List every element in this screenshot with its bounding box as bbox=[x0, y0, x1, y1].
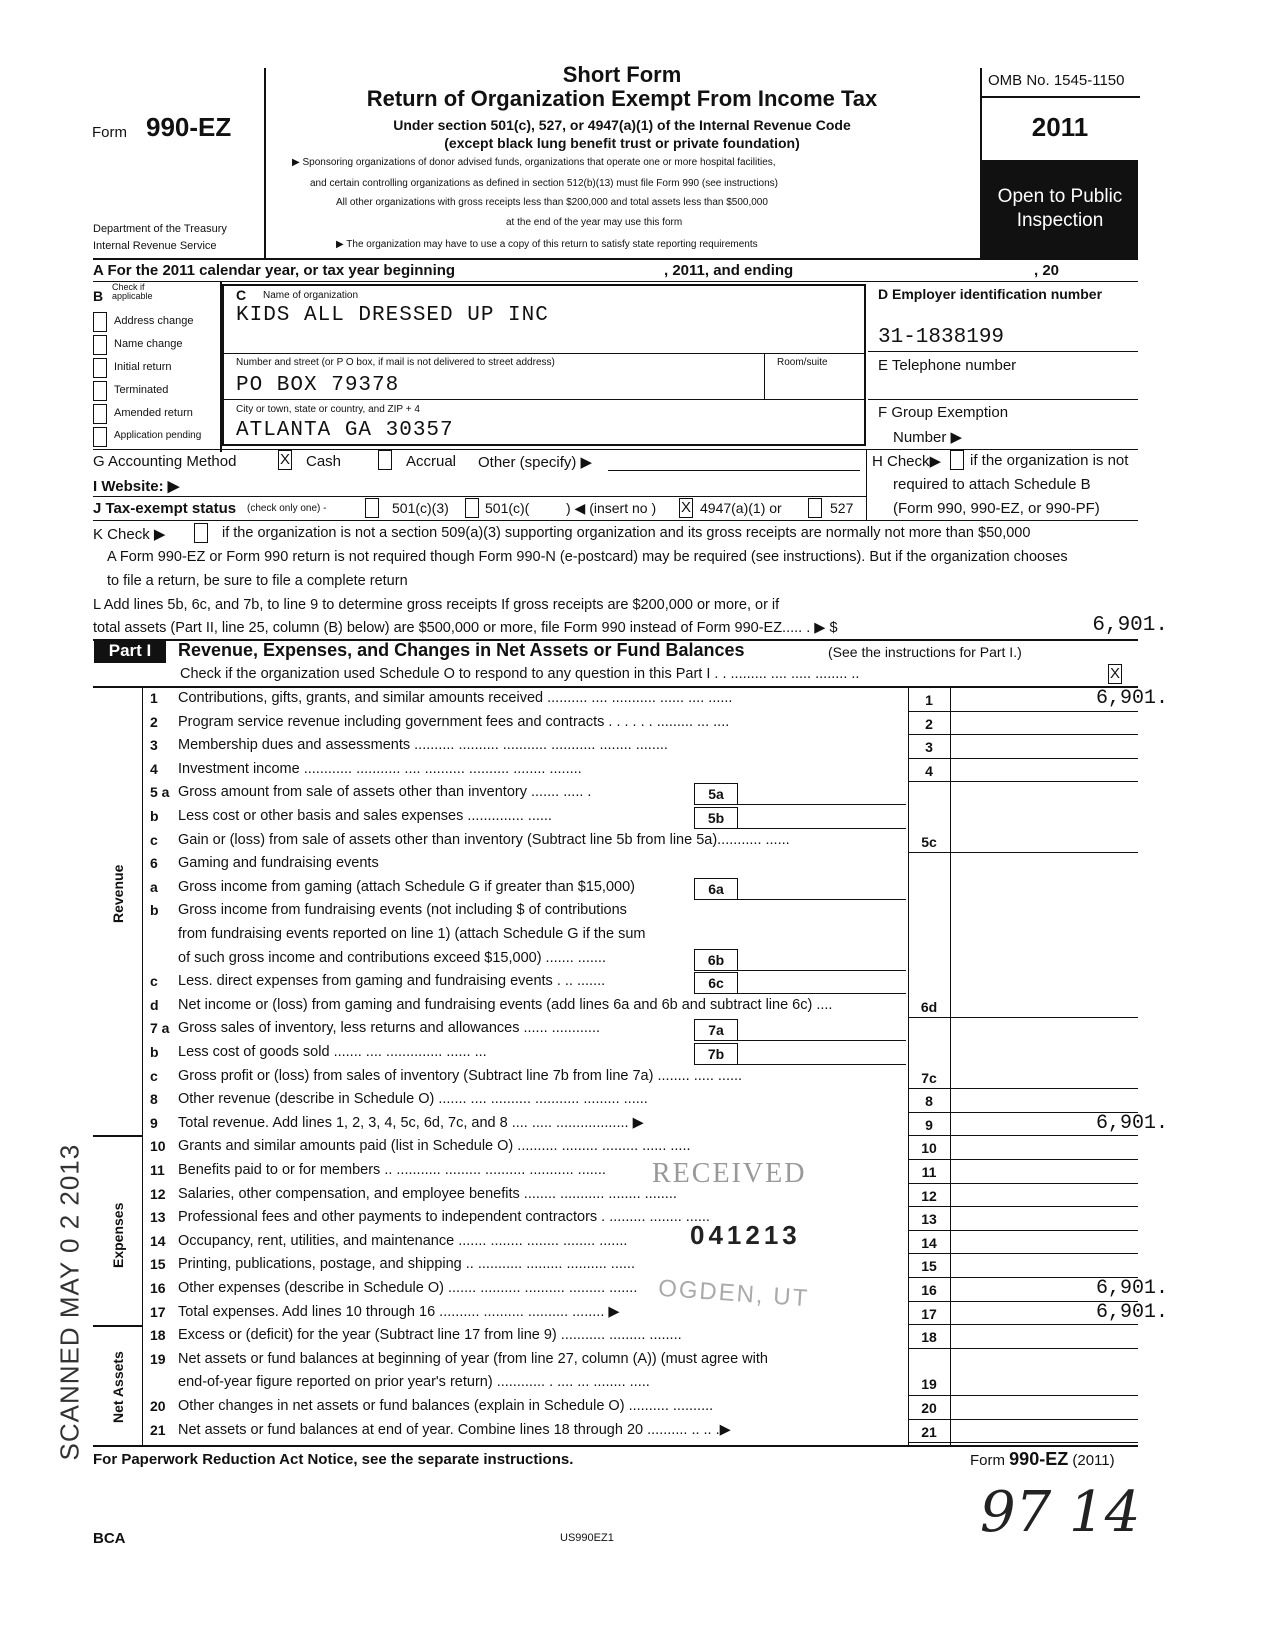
line-k-text1: if the organization is not a section 509(a)(3) supporting organization and its gross receipts are normally not more than $50,000 bbox=[222, 525, 1031, 541]
line-number: c bbox=[150, 831, 158, 848]
line-box-label: 19 bbox=[921, 1376, 937, 1393]
4947-checkbox[interactable]: X bbox=[680, 499, 691, 516]
line-number: 7 a bbox=[150, 1020, 170, 1037]
org-name-label: Name of organization bbox=[263, 290, 359, 301]
open-to-public-line1: Open to Public bbox=[997, 186, 1123, 207]
form-number: 990-EZ bbox=[146, 112, 232, 142]
line-description: Benefits paid to or for members .. ........... ......... .......... ........... ....... bbox=[178, 1162, 606, 1178]
line-k-checkbox[interactable] bbox=[194, 523, 208, 543]
check-b-label: Application pending bbox=[114, 430, 202, 441]
line-h-text3: (Form 990, 990-EZ, or 990-PF) bbox=[893, 500, 1100, 517]
line-description: Total expenses. Add lines 10 through 16 .......... .......... .......... ........ ▶ bbox=[178, 1303, 620, 1320]
line-number: 5 a bbox=[150, 784, 170, 801]
line-box-label: 14 bbox=[921, 1234, 937, 1251]
inline-line-box: 6a bbox=[694, 878, 738, 900]
org-city-label: City or town, state or country, and ZIP + 4 bbox=[236, 404, 420, 415]
line-box-label: 15 bbox=[921, 1258, 937, 1275]
line-description: Other expenses (describe in Schedule O) ....... .......... .......... ......... ....... bbox=[178, 1280, 638, 1296]
line-description: Professional fees and other payments to independent contractors . ......... ........ ...... bbox=[178, 1209, 710, 1226]
line-number: b bbox=[150, 1044, 159, 1060]
line-number: 10 bbox=[150, 1138, 166, 1155]
footer-bca: BCA bbox=[93, 1530, 126, 1547]
line-description: Gross sales of inventory, less returns and allowances ...... ............ bbox=[178, 1020, 601, 1037]
form-title2: Return of Organization Exempt From Income Tax bbox=[366, 86, 878, 111]
inline-line-box: 7a bbox=[694, 1019, 738, 1041]
line-number: 1 bbox=[150, 690, 158, 706]
footer-form-ref bbox=[970, 1449, 1115, 1470]
line-box-label: 6d bbox=[920, 998, 938, 1015]
employer-id-number[interactable]: 31-1838199 bbox=[878, 326, 1005, 349]
line-number: a bbox=[150, 878, 158, 895]
part1-title: Revenue, Expenses, and Changes in Net Assets or Fund Balances bbox=[178, 640, 745, 660]
line-box-label: 1 bbox=[925, 692, 933, 708]
line-box-label: 20 bbox=[921, 1400, 937, 1416]
line-amount[interactable]: 6,901. bbox=[1095, 687, 1168, 710]
line-number: 15 bbox=[150, 1256, 166, 1273]
other-method-label: Other (specify) ▶ bbox=[478, 454, 593, 471]
line-l-text2: total assets (Part II, line 25, column (B) below) are $500,000 or more, file Form 990 instead of Form 990-EZ..... . ▶ $ bbox=[93, 620, 838, 636]
line-box-label: 8 bbox=[925, 1093, 933, 1110]
cash-label: Cash bbox=[306, 453, 342, 470]
check-b-checkbox[interactable] bbox=[93, 427, 107, 447]
inline-line-box: 6b bbox=[694, 949, 738, 971]
line-box-label: 4 bbox=[925, 762, 933, 779]
telephone-label: E Telephone number bbox=[878, 357, 1017, 374]
line-number: 21 bbox=[150, 1421, 166, 1438]
footer-code: US990EZ1 bbox=[560, 1532, 614, 1544]
form-title1: Short Form bbox=[562, 62, 682, 87]
4947-label: 4947(a)(1) or bbox=[700, 500, 782, 516]
501c-label: 501(c)( bbox=[485, 500, 530, 516]
line-box-label: 11 bbox=[921, 1164, 937, 1180]
header-note4: at the end of the year may use this form bbox=[506, 217, 683, 228]
line-number: 11 bbox=[150, 1162, 165, 1178]
inline-line-box: 7b bbox=[694, 1043, 738, 1065]
line-number: 12 bbox=[150, 1185, 166, 1202]
line-box-label: 13 bbox=[921, 1211, 937, 1228]
line-box-label: 3 bbox=[925, 739, 933, 756]
org-street[interactable]: PO BOX 79378 bbox=[236, 374, 400, 397]
line-amount[interactable]: 6,901. bbox=[1095, 1277, 1168, 1300]
cash-checkbox[interactable]: X bbox=[279, 451, 290, 468]
501c-insert: ) ◀ (insert no ) bbox=[566, 500, 657, 516]
501c3-checkbox[interactable] bbox=[365, 498, 379, 518]
footer-form-word: Form bbox=[970, 1452, 1005, 1469]
line-description: Printing, publications, postage, and shipping .. ........... ......... .......... ...... bbox=[178, 1256, 635, 1273]
accounting-method-label: G Accounting Method bbox=[93, 453, 237, 470]
line-a-text: A For the 2011 calendar year, or tax year beginning bbox=[93, 262, 456, 279]
line-h-checkbox[interactable] bbox=[950, 450, 964, 470]
check-b-label: Address change bbox=[114, 315, 194, 327]
line-description: Program service revenue including government fees and contracts . . . . . . ......... ... .... bbox=[178, 713, 730, 730]
schedule-o-check-text: Check if the organization used Schedule O to respond to any question in this Part I . . ......... .... ..... ........ .. bbox=[180, 666, 860, 682]
line-number: 16 bbox=[150, 1280, 166, 1296]
line-number: c bbox=[150, 973, 158, 990]
line-description: Gross profit or (loss) from sales of inventory (Subtract line 7b from line 7a) ........ ..... ...... bbox=[178, 1067, 743, 1084]
line-box-label: 17 bbox=[921, 1305, 937, 1322]
line-description: Contributions, gifts, grants, and similar amounts received .......... .... ........... ...... .... ...... bbox=[178, 690, 733, 706]
inline-line-box: 5b bbox=[694, 807, 738, 829]
check-b-label: Name change bbox=[114, 338, 183, 350]
line-description: Gross income from fundraising events (not including $ of contributions bbox=[178, 902, 627, 919]
line-description: of such gross income and contributions exceed $15,000) ....... ....... bbox=[178, 949, 606, 966]
line-description: Gaming and fundraising events bbox=[178, 855, 379, 872]
line-amount[interactable]: 6,901. bbox=[1095, 1300, 1168, 1324]
line-number: 19 bbox=[150, 1350, 166, 1367]
received-stamp: RECEIVED bbox=[652, 1158, 807, 1189]
line-number: 2 bbox=[150, 713, 158, 730]
line-description: Less. direct expenses from gaming and fundraising events . .. ....... bbox=[178, 973, 606, 990]
line-box-label: 5c bbox=[921, 833, 937, 850]
employer-id-label: D Employer identification number bbox=[878, 286, 1103, 302]
line-description: Gain or (loss) from sale of assets other than inventory (Subtract line 5b from line 5a)........... ...... bbox=[178, 831, 790, 848]
accrual-checkbox[interactable] bbox=[378, 450, 392, 470]
line-h-text2: required to attach Schedule B bbox=[893, 476, 1091, 493]
line-description: Net income or (loss) from gaming and fundraising events (add lines 6a and 6b and subtract line 6c) .... bbox=[178, 996, 833, 1013]
form-subtitle2: (except black lung benefit trust or private foundation) bbox=[444, 135, 800, 151]
org-city[interactable]: ATLANTA GA 30357 bbox=[236, 419, 454, 442]
line-k-text3: to file a return, be sure to file a complete return bbox=[107, 573, 408, 589]
check-b-label: Initial return bbox=[114, 361, 172, 373]
check-b-checkbox[interactable] bbox=[93, 404, 107, 424]
line-description: end-of-year figure reported on prior year's return) ............ . .... ... ........ ..... bbox=[178, 1374, 650, 1391]
footer-form-year: (2011) bbox=[1072, 1452, 1115, 1469]
form-subtitle1: Under section 501(c), 527, or 4947(a)(1) of the Internal Revenue Code bbox=[393, 117, 851, 133]
schedule-o-checkbox[interactable]: X bbox=[1109, 665, 1120, 682]
line-number: 17 bbox=[150, 1303, 166, 1320]
net-assets-section-label: Net Assets bbox=[110, 1351, 126, 1423]
revenue-section-label: Revenue bbox=[110, 864, 126, 923]
footer-form-number: 990-EZ bbox=[1009, 1449, 1069, 1469]
line-description: Other revenue (describe in Schedule O) ....... .... .......... ........... ......... ...... bbox=[178, 1091, 648, 1108]
501c3-label: 501(c)(3) bbox=[392, 500, 449, 516]
header-note3: All other organizations with gross receipts less than $200,000 and total assets less than $500,000 bbox=[336, 197, 768, 208]
inline-line-box: 6c bbox=[694, 972, 738, 994]
line-description: Membership dues and assessments .......... .......... ........... ........... ........ ........ bbox=[178, 737, 668, 754]
line-description: Gross amount from sale of assets other than inventory ....... ..... . bbox=[178, 784, 592, 801]
527-checkbox[interactable] bbox=[808, 498, 822, 518]
check-b-checkbox[interactable] bbox=[93, 312, 107, 332]
line-number: 14 bbox=[150, 1232, 166, 1249]
line-box-label: 12 bbox=[921, 1187, 937, 1204]
line-box-label: 16 bbox=[921, 1282, 937, 1298]
line-number: d bbox=[150, 996, 159, 1013]
dept-line2: Internal Revenue Service bbox=[93, 240, 217, 252]
org-room-label: Room/suite bbox=[777, 357, 828, 368]
line-box-label: 10 bbox=[921, 1140, 937, 1157]
line-description: Investment income ............ ........... .... .......... .......... ........ ........ bbox=[178, 760, 582, 777]
line-number: 6 bbox=[150, 855, 158, 872]
line-number: 13 bbox=[150, 1209, 166, 1226]
line-description: Excess or (deficit) for the year (Subtract line 17 from line 9) ........... ......... ........ bbox=[178, 1327, 682, 1344]
check-b-label: Amended return bbox=[114, 407, 193, 419]
tax-year: 2011 bbox=[1031, 112, 1089, 142]
check-b-checkbox[interactable] bbox=[93, 381, 107, 401]
line-box-label: 9 bbox=[925, 1116, 933, 1133]
group-exemption-label: F Group Exemption bbox=[878, 404, 1009, 421]
line-description: Grants and similar amounts paid (list in Schedule O) .......... ......... ......... ...... ..... bbox=[178, 1138, 691, 1155]
part1-note: (See the instructions for Part I.) bbox=[828, 644, 1022, 660]
group-exemption-number-label: Number ▶ bbox=[893, 429, 963, 446]
line-number: c bbox=[150, 1067, 158, 1084]
line-box-label: 18 bbox=[921, 1329, 937, 1346]
line-number: 8 bbox=[150, 1091, 158, 1108]
org-c-letter: C bbox=[236, 287, 247, 303]
header-note1: ▶ Sponsoring organizations of donor advised funds, organizations that operate one or more hospital facilities, bbox=[292, 157, 776, 168]
check-b-checkbox[interactable] bbox=[93, 335, 107, 355]
line-amount[interactable]: 6,901. bbox=[1095, 1111, 1168, 1135]
line-number: 3 bbox=[150, 737, 158, 754]
org-name[interactable]: KIDS ALL DRESSED UP INC bbox=[236, 304, 549, 327]
line-h-check: H Check▶ bbox=[872, 453, 942, 470]
501c-checkbox[interactable] bbox=[465, 498, 479, 518]
dept-line1: Department of the Treasury bbox=[93, 223, 227, 235]
line-description: Total revenue. Add lines 1, 2, 3, 4, 5c, 6d, 7c, and 8 .... ..... .................. ▶ bbox=[178, 1114, 644, 1131]
line-l-text1: L Add lines 5b, 6c, and 7b, to line 9 to determine gross receipts If gross receipts are $200,000 or more, or if bbox=[93, 597, 780, 613]
tax-exempt-status-small: (check only one) - bbox=[247, 503, 327, 514]
accrual-label: Accrual bbox=[406, 453, 457, 470]
omb-number: OMB No. 1545-1150 bbox=[988, 72, 1125, 89]
part1-tag: Part I bbox=[108, 641, 152, 660]
form-label: Form bbox=[92, 124, 127, 141]
527-label: 527 bbox=[830, 500, 854, 516]
open-to-public-block bbox=[982, 160, 1138, 258]
line-k-label: K Check ▶ bbox=[93, 526, 166, 543]
line-description: Gross income from gaming (attach Schedule G if greater than $15,000) bbox=[178, 878, 635, 895]
line-description: Less cost of goods sold ....... .... .............. ...... ... bbox=[178, 1044, 487, 1060]
tax-exempt-status-label: J Tax-exempt status bbox=[93, 500, 237, 517]
expenses-section-label: Expenses bbox=[110, 1202, 126, 1268]
check-b-label: Terminated bbox=[114, 384, 169, 396]
line-box-label: 2 bbox=[925, 715, 933, 732]
check-b-checkbox[interactable] bbox=[93, 358, 107, 378]
open-to-public-line2: Inspection bbox=[1016, 210, 1104, 231]
org-street-label: Number and street (or P O box, if mail is not delivered to street address) bbox=[236, 357, 555, 368]
irs-stamp: OGDEN, UT bbox=[657, 1274, 811, 1313]
line-description: from fundraising events reported on line 1) (attach Schedule G if the sum bbox=[178, 926, 646, 942]
handwritten-numbers: 97 14 bbox=[980, 1480, 1141, 1545]
line-box-label: 7c bbox=[921, 1069, 937, 1086]
website-label: I Website: ▶ bbox=[93, 478, 180, 495]
line-description: Salaries, other compensation, and employee benefits ........ ........... ........ ........ bbox=[178, 1185, 677, 1202]
line-number: b bbox=[150, 902, 159, 919]
line-description: Net assets or fund balances at beginning of year (from line 27, column (A)) (must agree with bbox=[178, 1350, 768, 1367]
line-l-amount[interactable]: 6,901. bbox=[1092, 614, 1168, 637]
header-note2: and certain controlling organizations as defined in section 512(b)(13) must file Form 990 (see instructions) bbox=[310, 178, 779, 189]
paperwork-notice: For Paperwork Reduction Act Notice, see the separate instructions. bbox=[93, 1451, 574, 1468]
check-b-title: Check if applicable bbox=[112, 282, 153, 301]
line-number: 9 bbox=[150, 1114, 158, 1131]
line-number: 4 bbox=[150, 760, 158, 777]
line-number: b bbox=[150, 808, 159, 824]
line-h-text1: if the organization is not bbox=[970, 452, 1129, 469]
header-note5: ▶ The organization may have to use a copy of this return to satisfy state reporting requirements bbox=[336, 239, 758, 250]
line-number: 20 bbox=[150, 1398, 166, 1414]
line-a-mid: , 2011, and ending bbox=[664, 262, 794, 279]
line-description: Other changes in net assets or fund balances (explain in Schedule O) .......... .......... bbox=[178, 1398, 714, 1414]
received-date-stamp: 041213 bbox=[690, 1220, 801, 1250]
line-number: 18 bbox=[150, 1327, 166, 1344]
line-description: Net assets or fund balances at end of year. Combine lines 18 through 20 .......... .. .. .▶ bbox=[178, 1421, 731, 1438]
check-b-letter: B bbox=[93, 288, 104, 304]
line-description: Occupancy, rent, utilities, and maintenance ....... ........ ........ ........ ....... bbox=[178, 1232, 628, 1249]
inline-line-box: 5a bbox=[694, 783, 738, 805]
line-k-text2: A Form 990-EZ or Form 990 return is not required though Form 990-N (e-postcard) may be required (see instructions). But if the organization chooses bbox=[107, 549, 1068, 565]
line-description: Less cost or other basis and sales expenses .............. ...... bbox=[178, 808, 552, 824]
line-box-label: 21 bbox=[921, 1423, 937, 1440]
scanned-stamp: SCANNED MAY 0 2 2013 bbox=[54, 1143, 85, 1461]
line-a-end: , 20 bbox=[1034, 262, 1060, 279]
